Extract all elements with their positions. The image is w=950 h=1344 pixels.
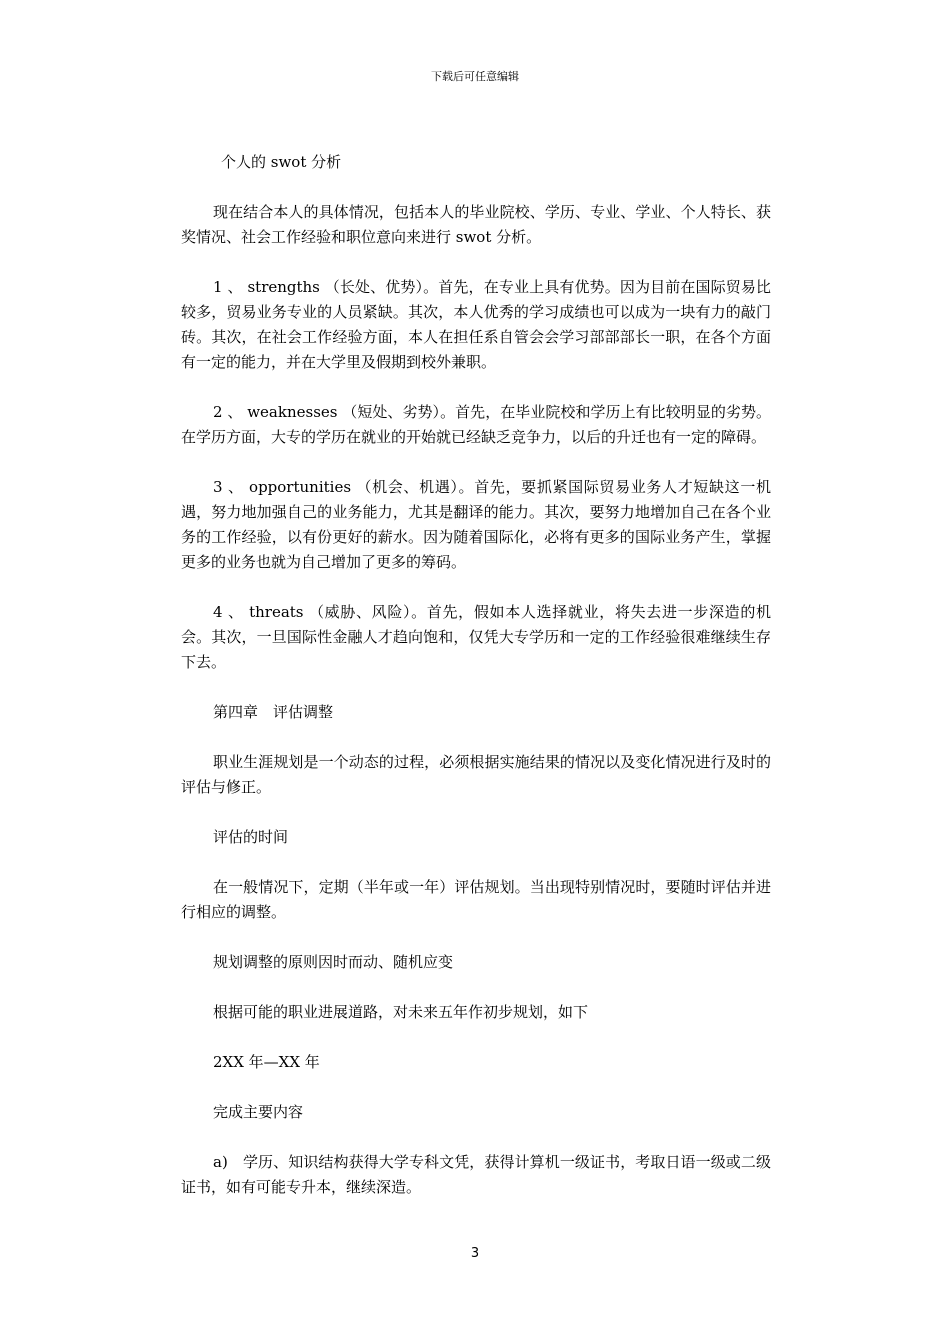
- subheading-year-range: 2XX 年—XX 年: [213, 1053, 320, 1071]
- subheading-evaluation-time: 评估的时间: [213, 828, 289, 846]
- paragraph-weaknesses: 2 、 weaknesses （短处、劣势）。首先，在毕业院校和学历上有比较明显的劣势。在学历方面，大专的学历在就业的开始就已经缺乏竞争力，以后的升迁也有一定的障碍。: [181, 403, 771, 446]
- paragraph-five-year-plan: 根据可能的职业进展道路，对未来五年作初步规划，如下: [213, 1003, 589, 1021]
- paragraph-evaluation-schedule: 在一般情况下，定期（半年或一年）评估规划。当出现特别情况时，要随时评估并进行相应的调整。: [181, 878, 771, 921]
- chapter-heading: 第四章 评估调整: [213, 703, 334, 721]
- document-body: [181, 150, 771, 1225]
- page-number: 3: [470, 1246, 480, 1261]
- section-title: 个人的 swot 分析: [221, 153, 342, 171]
- paragraph-opportunities: 3 、 opportunities （机会、机遇）。首先，要抓紧国际贸易业务人才短缺这一机遇，努力地加强自己的业务能力，尤其是翻译的能力。其次，要努力地增加自己在各个业务的工作经验，以有份更好的薪水。因为随着国际化，必将有更多的国际业务产生，掌握更多的业务也就为自己增加了更多的筹码。: [181, 478, 771, 571]
- list-item-a: a) 学历、知识结构获得大学专科文凭，获得计算机一级证书，考取日语一级或二级证书，如有可能专升本，继续深造。: [181, 1153, 771, 1196]
- paragraph-threats: 4 、 threats （威胁、风险）。首先，假如本人选择就业，将失去进一步深造的机会。其次，一旦国际性金融人才趋向饱和，仅凭大专学历和一定的工作经验很难继续生存下去。: [181, 603, 771, 671]
- paragraph-intro: 现在结合本人的具体情况，包括本人的毕业院校、学历、专业、学业、个人特长、获奖情况、社会工作经验和职位意向来进行 swot 分析。: [181, 203, 771, 246]
- subheading-adjustment-principle: 规划调整的原则因时而动、随机应变: [213, 953, 454, 971]
- paragraph-strengths: 1 、 strengths （长处、优势）。首先，在专业上具有优势。因为目前在国际贸易比较多，贸易业务专业的人员紧缺。其次，本人优秀的学习成绩也可以成为一块有力的敲门砖。其次，在社会工作经验方面，本人在担任系自管会会学习部部部长一职，在各个方面有一定的能力，并在大学里及假期到校外兼职。: [181, 278, 771, 371]
- paragraph-plan-dynamic: 职业生涯规划是一个动态的过程，必须根据实施结果的情况以及变化情况进行及时的评估与修正。: [181, 753, 771, 796]
- subheading-main-content: 完成主要内容: [213, 1103, 304, 1121]
- page-header: 下载后可任意编辑: [431, 70, 519, 83]
